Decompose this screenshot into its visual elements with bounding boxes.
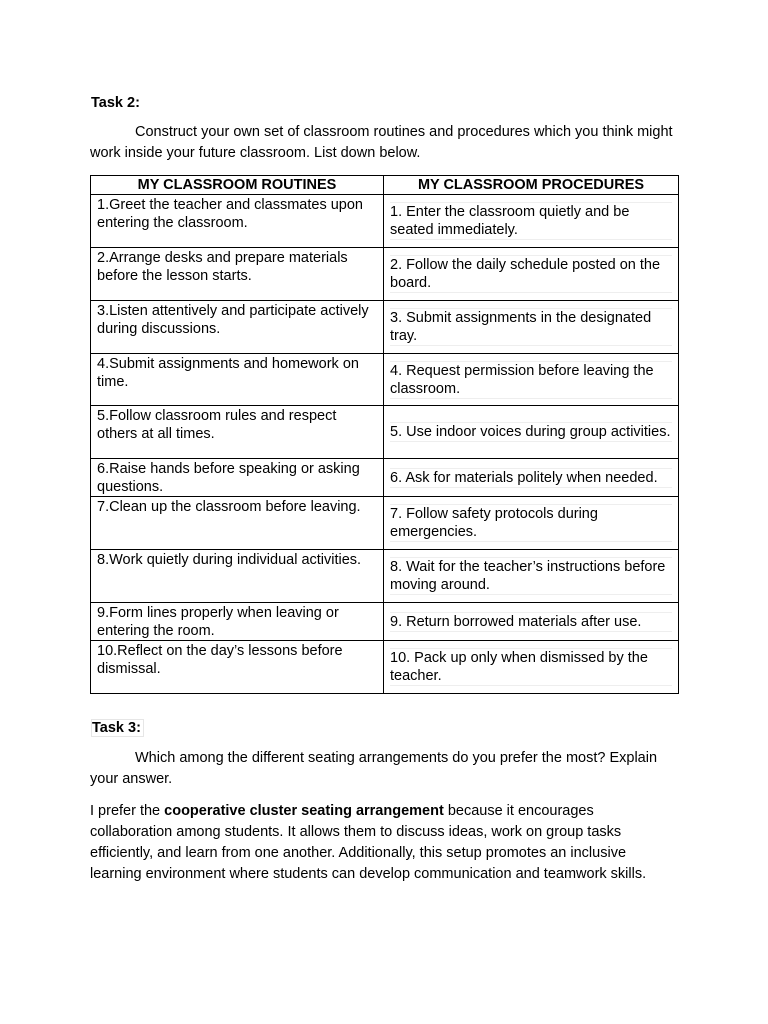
table-row	[91, 406, 679, 459]
procedure-cell	[384, 301, 679, 354]
table-row	[91, 248, 679, 301]
task3-answer	[90, 801, 675, 885]
procedure-text: 3. Submit assignments in the designated tray.	[390, 308, 672, 346]
procedure-text: 5. Use indoor voices during group activities.	[390, 424, 671, 440]
procedure-text: 4. Request permission before leaving the classroom.	[390, 361, 672, 399]
answer-rest: because it encourages collaboration among students. It allows them to discuss ideas, work on group tasks efficiently, and learn from one another. Additionally, this setup promotes an inclusive learning environment where students can develop communication and teamwork skills.	[90, 803, 647, 882]
routine-cell: 8.Work quietly during individual activities.	[91, 550, 384, 603]
procedure-text: 1. Enter the classroom quietly and be seated immediately.	[390, 202, 672, 240]
procedure-text: 9. Return borrowed materials after use.	[390, 612, 672, 632]
routine-cell: 7.Clean up the classroom before leaving.	[91, 497, 384, 550]
procedure-text: 8. Wait for the teacher’s instructions before moving around.	[390, 557, 672, 595]
task3-heading-text: Task 3:	[91, 719, 144, 737]
table-row	[91, 497, 679, 550]
procedures-column-header: MY CLASSROOM PROCEDURES	[384, 176, 679, 195]
procedure-cell	[384, 195, 679, 248]
routine-cell: 9.Form lines properly when leaving or entering the room.	[91, 603, 384, 641]
procedure-cell	[384, 641, 679, 694]
task3-question	[90, 748, 680, 790]
procedure-cell	[384, 550, 679, 603]
table-row	[91, 641, 679, 694]
procedure-text: 2. Follow the daily schedule posted on the board.	[390, 255, 672, 293]
table-row	[91, 550, 679, 603]
table-row	[91, 459, 679, 497]
routine-cell: 4.Submit assignments and homework on time.	[91, 354, 384, 406]
table-row	[91, 195, 679, 248]
routines-column-header: MY CLASSROOM ROUTINES	[91, 176, 384, 195]
task2-instruction	[90, 122, 680, 164]
table-row	[91, 354, 679, 406]
task3-heading	[91, 719, 144, 737]
routines-procedures-table	[90, 175, 679, 694]
procedure-cell	[384, 406, 679, 459]
table-header-row	[91, 176, 679, 195]
task2-instruction-text: Construct your own set of classroom routines and procedures which you think might work inside your future classroom. List down below.	[90, 124, 673, 161]
task2-heading: Task 2:	[91, 95, 140, 111]
routine-cell: 5.Follow classroom rules and respect others at all times.	[91, 406, 384, 459]
table-row	[91, 603, 679, 641]
routine-cell: 2.Arrange desks and prepare materials before the lesson starts.	[91, 248, 384, 301]
procedure-cell	[384, 497, 679, 550]
procedure-cell	[384, 603, 679, 641]
task3-question-text: Which among the different seating arrangements do you prefer the most? Explain your answer.	[90, 750, 658, 787]
table-row	[91, 301, 679, 354]
procedure-text: 10. Pack up only when dismissed by the teacher.	[390, 648, 672, 686]
procedure-cell	[384, 248, 679, 301]
procedure-text: 7. Follow safety protocols during emergencies.	[390, 504, 672, 542]
procedure-cell	[384, 354, 679, 406]
answer-prefix: I prefer the	[90, 803, 165, 819]
procedure-cell	[384, 459, 679, 497]
routine-cell: 1.Greet the teacher and classmates upon entering the classroom.	[91, 195, 384, 248]
routine-cell: 10.Reflect on the day’s lessons before dismissal.	[91, 641, 384, 694]
procedure-text: 6. Ask for materials politely when needed.	[390, 468, 672, 488]
answer-bold-phrase: cooperative cluster seating arrangement	[164, 803, 444, 819]
routine-cell: 6.Raise hands before speaking or asking questions.	[91, 459, 384, 497]
routine-cell: 3.Listen attentively and participate actively during discussions.	[91, 301, 384, 354]
